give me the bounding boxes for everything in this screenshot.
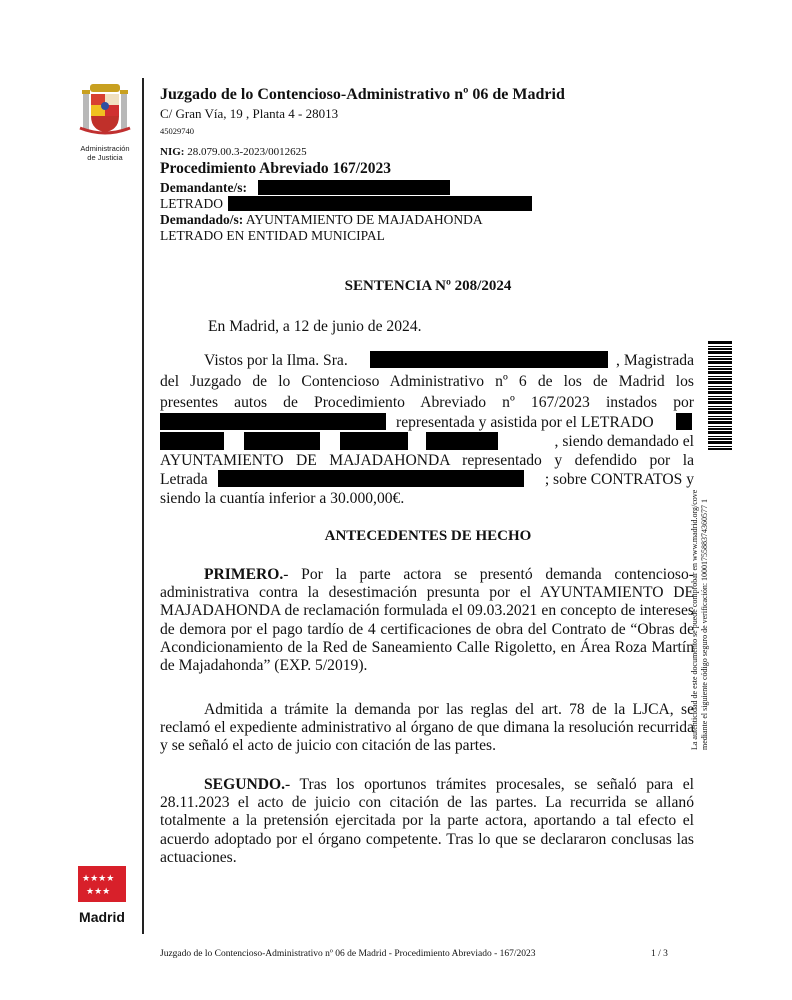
defendant-label: Demandado/s: bbox=[160, 212, 244, 227]
redaction-box bbox=[160, 432, 224, 450]
page-number: 1 / 3 bbox=[651, 949, 668, 959]
svg-text:★★★: ★★★ bbox=[86, 887, 111, 897]
primero-paragraph bbox=[160, 566, 694, 675]
segundo-text: - Tras los oportunos trámites procesales, se señaló para el 28.11.2023 el acto de juicio con citación de las partes. La recurrida se allanó totalmente a la pretensión ejercitada por la parte actora, aportando a tal efecto el acuerdo adoptado por el órgano competente. Tras lo que se declararon conclusas las actuaciones. bbox=[160, 776, 694, 866]
vistos-1a: Vistos por la Ilma. Sra. bbox=[204, 352, 348, 369]
verification-barcode bbox=[708, 340, 732, 450]
procedure-title: Procedimiento Abreviado 167/2023 bbox=[160, 160, 392, 177]
court-address: C/ Gran Vía, 19 , Planta 4 - 28013 bbox=[160, 106, 339, 121]
verification-line-2: mediante el siguiente código seguro de verificación: 1000175588374360577 1 bbox=[700, 498, 709, 750]
page-footer: Juzgado de lo Contencioso-Administrativo nº 06 de Madrid - Procedimiento Abreviado - 167/2023 bbox=[160, 949, 536, 959]
defendant-value: AYUNTAMIENTO DE MAJADAHONDA bbox=[245, 212, 483, 227]
sentence-title: SENTENCIA Nº 208/2024 bbox=[344, 278, 512, 294]
vistos-4: representada y asistida por el LETRADO bbox=[396, 414, 654, 431]
margin-rule bbox=[142, 78, 144, 934]
primero-lead: PRIMERO. bbox=[204, 566, 284, 583]
vistos-line-3: presentes autos de Procedimiento Abreviado nº 167/2023 instados por bbox=[160, 394, 694, 411]
defendant-line bbox=[160, 212, 483, 228]
redaction-box bbox=[160, 413, 386, 430]
verification-line-1: La autenticidad de este documento se puede comprobar en www.madrid.org/cove bbox=[690, 489, 699, 750]
date-line: En Madrid, a 12 de junio de 2024. bbox=[208, 318, 422, 335]
logo-caption-2: de Justicia bbox=[87, 152, 123, 162]
coat-of-arms-icon bbox=[78, 82, 132, 140]
admitida-paragraph: Admitida a trámite la demanda por las reglas del art. 78 de la LJCA, se reclamó el expediente administrativo al órgano de que dimana la resolución recurrida y se señaló el acto de juicio con citación de las partes. bbox=[160, 701, 694, 755]
nig-label: NIG: bbox=[160, 146, 185, 158]
court-code: 45029740 bbox=[160, 126, 194, 136]
lawyer2-line: LETRADO EN ENTIDAD MUNICIPAL bbox=[160, 228, 385, 243]
verification-note bbox=[690, 450, 710, 750]
lawyer1-label: LETRADO bbox=[160, 196, 223, 211]
svg-text:★★★★: ★★★★ bbox=[82, 874, 115, 884]
vistos-5: , siendo demandado el bbox=[554, 433, 694, 450]
vistos-line-8: siendo la cuantía inferior a 30.000,00€. bbox=[160, 490, 405, 507]
vistos-7a: Letrada bbox=[160, 471, 208, 488]
redaction-box bbox=[370, 351, 608, 368]
vistos-7b: ; sobre CONTRATOS y bbox=[544, 471, 694, 488]
segundo-paragraph bbox=[160, 776, 694, 867]
primero-text: - Por la parte actora se presentó demanda contencioso-administrativa contra la desestimación presunta por el AYUNTAMIENTO DE MAJADAHONDA de reclamación formulada el 09.03.2021 en concepto de intereses de demora por el pago tardío de 4 certificaciones de obra del Contrato de “Obras de Acondicionamiento de la Red de Saneamiento Calle Rigoletto, en Área Roza Martín de Majadahonda” (EXP. 5/2019). bbox=[160, 566, 694, 675]
vistos-1b: , Magistrada bbox=[616, 352, 694, 369]
vistos-line-6: AYUNTAMIENTO DE MAJADAHONDA representado y defendido por la bbox=[160, 452, 694, 469]
madrid-logo bbox=[78, 866, 126, 925]
segundo-lead: SEGUNDO. bbox=[204, 776, 286, 793]
antecedentes-title: ANTECEDENTES DE HECHO bbox=[324, 528, 532, 544]
nig-value: 28.079.00.3-2023/0012625 bbox=[187, 146, 307, 158]
redaction-box bbox=[676, 413, 692, 430]
nig-line bbox=[160, 146, 307, 158]
redaction-box bbox=[228, 196, 532, 211]
redaction-box bbox=[218, 470, 524, 487]
madrid-caption: Madrid bbox=[79, 909, 125, 925]
redaction-box bbox=[340, 432, 408, 450]
redaction-box bbox=[426, 432, 498, 450]
madrid-stars-icon bbox=[78, 866, 126, 902]
plaintiff-label: Demandante/s: bbox=[160, 180, 247, 195]
justice-logo bbox=[78, 82, 132, 162]
logo-caption-1: Administración bbox=[80, 144, 130, 153]
redaction-box bbox=[244, 432, 320, 450]
redaction-box bbox=[258, 180, 450, 195]
plaintiff-line bbox=[160, 180, 247, 196]
vistos-line-2: del Juzgado de lo Contencioso Administrativo nº 6 de los de Madrid los bbox=[160, 373, 694, 390]
court-name: Juzgado de lo Contencioso-Administrativo nº 06 de Madrid bbox=[160, 86, 565, 103]
